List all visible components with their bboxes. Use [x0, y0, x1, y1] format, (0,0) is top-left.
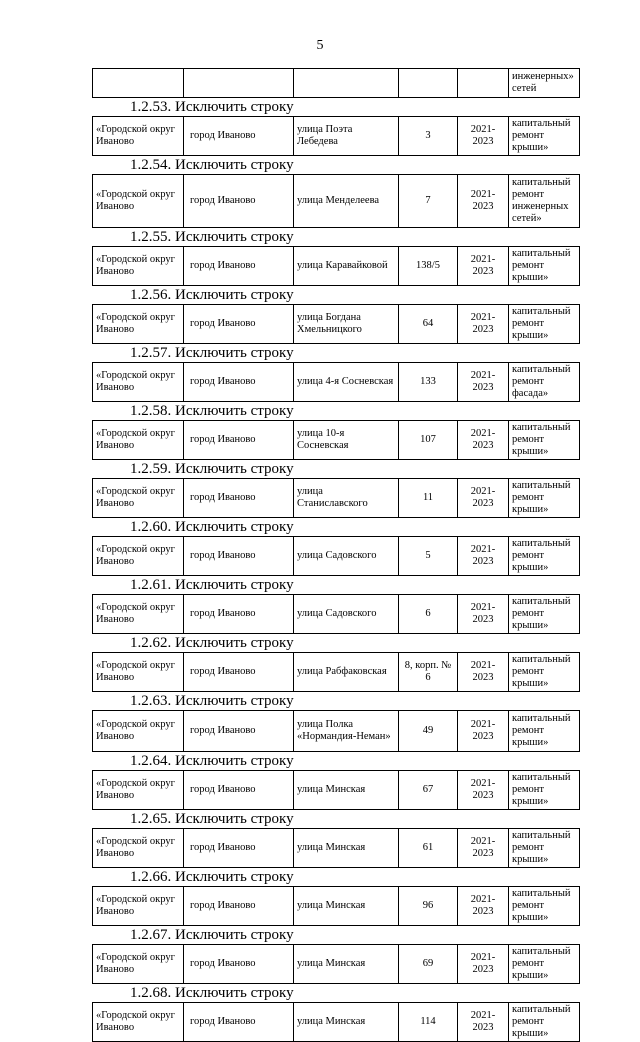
cell-municipality: «Городской округ Иваново: [93, 711, 184, 752]
cell-work-type: капитальный ремонт инженерных сетей»: [509, 175, 580, 228]
section-title: 1.2.53. Исключить строку: [130, 99, 294, 115]
cell-house: 3: [399, 117, 458, 156]
cell-municipality: «Городской округ Иваново: [93, 1003, 184, 1042]
cell-settlement: город Иваново: [184, 711, 294, 752]
cell-work-type: капитальный ремонт крыши»: [509, 537, 580, 576]
cell-municipality: «Городской округ Иваново: [93, 479, 184, 518]
section-table: [92, 770, 580, 810]
cell-work-type: капитальный ремонт крыши»: [509, 771, 580, 810]
cell-municipality: «Городской округ Иваново: [93, 247, 184, 286]
table-row: [93, 711, 580, 752]
section-table: [92, 174, 580, 228]
cell-street: улица Рабфаковская: [294, 653, 399, 692]
cell-period: 2021-2023: [458, 945, 509, 984]
cell-work-type: капитальный ремонт крыши»: [509, 711, 580, 752]
section-title: 1.2.64. Исключить строку: [130, 753, 294, 769]
page-number: 5: [316, 38, 324, 53]
section-table: [92, 304, 580, 344]
cell-settlement: город Иваново: [184, 479, 294, 518]
section-title: 1.2.67. Исключить строку: [130, 927, 294, 943]
sections-list: [92, 99, 580, 1042]
section-table: [92, 594, 580, 634]
cell-street: улица Минская: [294, 887, 399, 926]
section-table: [92, 886, 580, 926]
cell-house: 64: [399, 305, 458, 344]
cell-work-type: капитальный ремонт крыши»: [509, 595, 580, 634]
table-row: [93, 595, 580, 634]
cell-house: 107: [399, 421, 458, 460]
cell-street: улица Минская: [294, 945, 399, 984]
table-row: [93, 653, 580, 692]
section-table: [92, 536, 580, 576]
section-title: 1.2.59. Исключить строку: [130, 461, 294, 477]
cell-settlement: город Иваново: [184, 1003, 294, 1042]
table-row: [93, 117, 580, 156]
cell-street: улица 10-я Сосневская: [294, 421, 399, 460]
cell-house: 7: [399, 175, 458, 228]
cell-house: 8, корп. № 6: [399, 653, 458, 692]
cell-municipality: «Городской округ Иваново: [93, 421, 184, 460]
cell-settlement: город Иваново: [184, 363, 294, 402]
cell-period: 2021-2023: [458, 175, 509, 228]
cell-settlement: город Иваново: [184, 247, 294, 286]
section-title: 1.2.60. Исключить строку: [130, 519, 294, 535]
cell-period: 2021-2023: [458, 887, 509, 926]
cell-house: 96: [399, 887, 458, 926]
cell-municipality: «Городской округ Иваново: [93, 653, 184, 692]
cell-settlement: город Иваново: [184, 771, 294, 810]
cell-street: улица Менделеева: [294, 175, 399, 228]
table-row: [93, 829, 580, 868]
cell-period: 2021-2023: [458, 711, 509, 752]
cell-work-type: капитальный ремонт крыши»: [509, 305, 580, 344]
table-row: [93, 945, 580, 984]
cell-period: 2021-2023: [458, 771, 509, 810]
cell-street: улица Садовского: [294, 595, 399, 634]
cell-work-type: капитальный ремонт крыши»: [509, 421, 580, 460]
section-title: 1.2.57. Исключить строку: [130, 345, 294, 361]
cell-municipality: «Городской округ Иваново: [93, 305, 184, 344]
cell-work-type: капитальный ремонт крыши»: [509, 829, 580, 868]
cell-house: 69: [399, 945, 458, 984]
table-row: [93, 247, 580, 286]
cell-period: 2021-2023: [458, 653, 509, 692]
cell-street: улица Минская: [294, 829, 399, 868]
cell-period: [458, 69, 509, 98]
section-title: 1.2.56. Исключить строку: [130, 287, 294, 303]
cell-period: 2021-2023: [458, 537, 509, 576]
cell-settlement: город Иваново: [184, 537, 294, 576]
cell-house: 61: [399, 829, 458, 868]
cell-street: улица Садовского: [294, 537, 399, 576]
section-table: [92, 362, 580, 402]
cell-settlement: город Иваново: [184, 175, 294, 228]
section-title: 1.2.55. Исключить строку: [130, 229, 294, 245]
cell-work-type: капитальный ремонт крыши»: [509, 117, 580, 156]
cell-period: 2021-2023: [458, 247, 509, 286]
cell-municipality: [93, 69, 184, 98]
cell-period: 2021-2023: [458, 595, 509, 634]
cell-work-type: инженерных» сетей: [509, 69, 580, 98]
cell-street: [294, 69, 399, 98]
section-title: 1.2.63. Исключить строку: [130, 693, 294, 709]
cell-house: [399, 69, 458, 98]
cell-settlement: город Иваново: [184, 305, 294, 344]
section-title: 1.2.68. Исключить строку: [130, 985, 294, 1001]
cell-period: 2021-2023: [458, 829, 509, 868]
cell-street: улица Станиславского: [294, 479, 399, 518]
cell-settlement: город Иваново: [184, 887, 294, 926]
cell-house: 5: [399, 537, 458, 576]
cell-street: улица Каравайковой: [294, 247, 399, 286]
table-row: [93, 175, 580, 228]
cell-settlement: [184, 69, 294, 98]
table-row: [93, 887, 580, 926]
table-row: [93, 421, 580, 460]
section-title: 1.2.54. Исключить строку: [130, 157, 294, 173]
cell-settlement: город Иваново: [184, 653, 294, 692]
cell-period: 2021-2023: [458, 479, 509, 518]
cell-house: 133: [399, 363, 458, 402]
cell-house: 6: [399, 595, 458, 634]
cell-settlement: город Иваново: [184, 117, 294, 156]
cell-period: 2021-2023: [458, 305, 509, 344]
section-title: 1.2.58. Исключить строку: [130, 403, 294, 419]
section-table: [92, 828, 580, 868]
cell-settlement: город Иваново: [184, 829, 294, 868]
table-row: [93, 363, 580, 402]
cell-settlement: город Иваново: [184, 595, 294, 634]
cell-house: 49: [399, 711, 458, 752]
section-table: [92, 246, 580, 286]
section-title: 1.2.62. Исключить строку: [130, 635, 294, 651]
cell-street: улица Поэта Лебедева: [294, 117, 399, 156]
table-row: [93, 305, 580, 344]
cell-period: 2021-2023: [458, 421, 509, 460]
cell-work-type: капитальный ремонт крыши»: [509, 1003, 580, 1042]
section-table: [92, 710, 580, 752]
section-table: [92, 944, 580, 984]
cell-work-type: капитальный ремонт крыши»: [509, 653, 580, 692]
cell-municipality: «Городской округ Иваново: [93, 175, 184, 228]
cell-house: 114: [399, 1003, 458, 1042]
table-continuation: [92, 68, 580, 98]
cell-street: улица 4-я Сосневская: [294, 363, 399, 402]
section-table: [92, 420, 580, 460]
cell-work-type: капитальный ремонт фасада»: [509, 363, 580, 402]
cell-municipality: «Городской округ Иваново: [93, 887, 184, 926]
cell-work-type: капитальный ремонт крыши»: [509, 247, 580, 286]
section-title: 1.2.61. Исключить строку: [130, 577, 294, 593]
section-table: [92, 116, 580, 156]
cell-municipality: «Городской округ Иваново: [93, 771, 184, 810]
cell-street: улица Минская: [294, 771, 399, 810]
cell-municipality: «Городской округ Иваново: [93, 945, 184, 984]
cell-municipality: «Городской округ Иваново: [93, 595, 184, 634]
cell-settlement: город Иваново: [184, 945, 294, 984]
table-row: [93, 479, 580, 518]
cell-municipality: «Городской округ Иваново: [93, 117, 184, 156]
section-table: [92, 478, 580, 518]
section-table: [92, 1002, 580, 1042]
cell-house: 11: [399, 479, 458, 518]
cell-settlement: город Иваново: [184, 421, 294, 460]
cell-work-type: капитальный ремонт крыши»: [509, 887, 580, 926]
section-table: [92, 652, 580, 692]
cell-period: 2021-2023: [458, 363, 509, 402]
table-row: [93, 771, 580, 810]
document-body: [92, 68, 580, 1042]
section-title: 1.2.66. Исключить строку: [130, 869, 294, 885]
cell-work-type: капитальный ремонт крыши»: [509, 479, 580, 518]
table-row: [93, 69, 580, 98]
cell-street: улица Богдана Хмельницкого: [294, 305, 399, 344]
table-row: [93, 1003, 580, 1042]
cell-period: 2021-2023: [458, 1003, 509, 1042]
cell-work-type: капитальный ремонт крыши»: [509, 945, 580, 984]
cell-street: улица Полка «Нормандия-Неман»: [294, 711, 399, 752]
cell-house: 138/5: [399, 247, 458, 286]
cell-house: 67: [399, 771, 458, 810]
cell-municipality: «Городской округ Иваново: [93, 829, 184, 868]
cell-street: улица Минская: [294, 1003, 399, 1042]
cell-municipality: «Городской округ Иваново: [93, 537, 184, 576]
cell-municipality: «Городской округ Иваново: [93, 363, 184, 402]
table-row: [93, 537, 580, 576]
section-title: 1.2.65. Исключить строку: [130, 811, 294, 827]
cell-period: 2021-2023: [458, 117, 509, 156]
